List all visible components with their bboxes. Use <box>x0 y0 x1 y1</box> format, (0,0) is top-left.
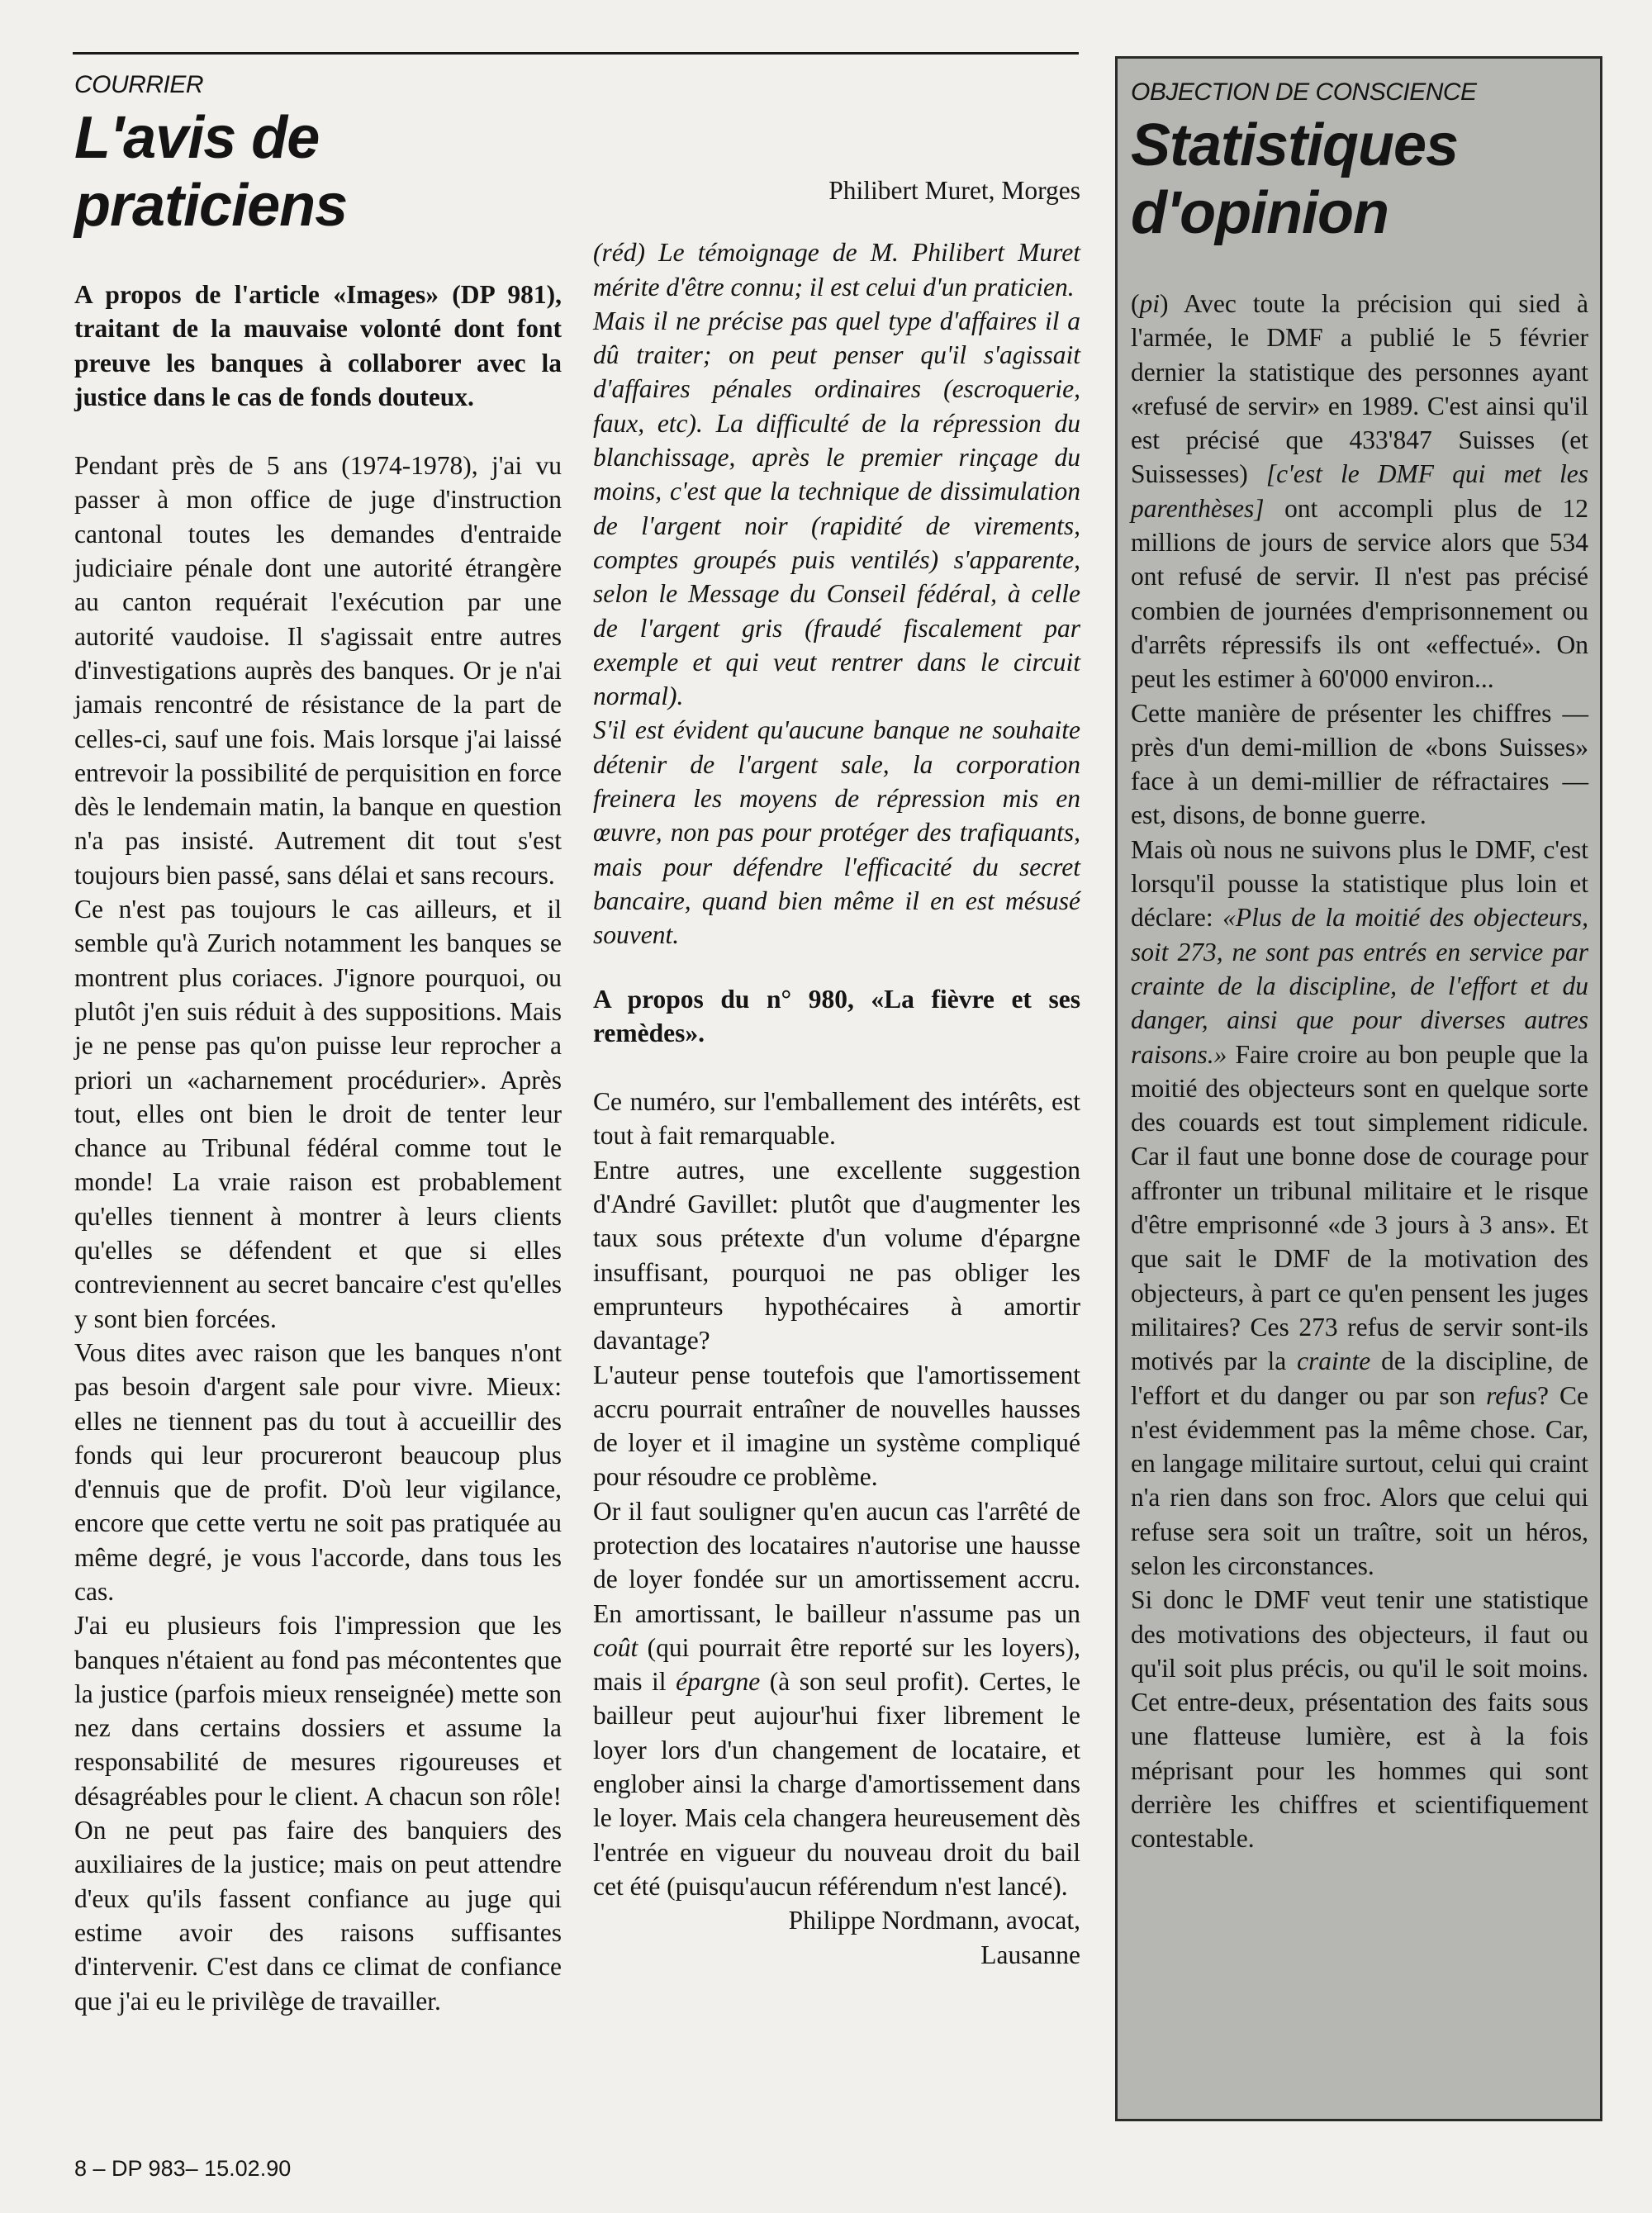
text-run: ( <box>1131 289 1140 318</box>
text-run: épargne <box>676 1667 761 1697</box>
courrier-kicker: COURRIER <box>74 71 204 98</box>
text-run: Or il faut souligner qu'en aucun cas l'arrêté de protection des locataires n'autorise une hausse de loyer fondée sur un amortissement accru. En amortissant, le bailleur n'assume pas un <box>593 1496 1080 1628</box>
text-run: de la discipline, de l'effort et du danger ou par son <box>1131 1346 1588 1410</box>
objection-box <box>1115 56 1602 2121</box>
text-run: refus <box>1486 1380 1538 1410</box>
courrier-column-2-top <box>593 81 1080 1972</box>
objection-kicker: OBJECTION DE CONSCIENCE <box>1131 78 1477 106</box>
top-rule <box>73 52 1079 55</box>
editor-note: Mais il ne précise pas quel type d'affaires il a dû traiter; on peut penser qu'il s'agissait d'affaires pénales ordinaires (escroquerie, faux, etc). La difficulté de la répression du blanchissage, après le premier rinçage du moins, c'est que la technique de dissimulation de l'argent noir (rapidité de virements, comptes groupés puis ventilés) s'apparente, selon le Message du Conseil fédéral, à celle de l'argent gris (fraudé fiscalement par exemple et qui veut rentrer dans le circuit normal). <box>593 306 1080 711</box>
objection-paragraph: Si donc le DMF veut tenir une statistique des motivations des objecteurs, il faut ou qu'il soit plus précis, ou qu'il le soit moins. Cet entre-deux, présentation des faits sous une flatteuse lumière, est à la fois méprisant pour les hommes qui sont derrière les chiffres et scientifiquement contestable. <box>1131 1585 1588 1854</box>
text-run: Mais où nous ne suivons plus le DMF, c'est lorsqu'il pousse la statistique plus loin et déclare: <box>1131 834 1588 933</box>
text-run: [c'est le DMF qui met les parenthèses] <box>1131 459 1589 523</box>
courrier-paragraph: Pendant près de 5 ans (1974-1978), j'ai vu passer à mon office de juge d'instruction cantonal toutes les demandes d'entraide judiciaire pénale dont une autorité étrangère au canton requérait l'exécution par une autorité vaudoise. Il s'agissait entre autres d'investigations auprès des banques. Or je n'ai jamais rencontré de résistance de la part de celles-ci, sauf une fois. Mais lorsque j'ai laissé entrevoir la possibilité de perquisition en force dès le lendemain matin, la banque en question n'a pas insisté. Autrement dit tout s'est toujours bien passé, sans délai et sans recours. <box>74 451 562 890</box>
second-letter-paragraph <box>593 1494 1080 1904</box>
editor-note: (réd) Le témoignage de M. Philibert Muret mérite d'être connu; il est celui d'un praticien. <box>593 238 1080 302</box>
objection-paragraph <box>1131 287 1588 696</box>
second-letter-intro: A propos du n° 980, «La fièvre et ses remèdes». <box>593 984 1080 1047</box>
editor-note: S'il est évident qu'aucune banque ne souhaite détenir de l'argent sale, la corporation freinera les moyens de répression mis en œuvre, non pas pour protéger des trafiquants, mais pour défendre l'efficacité du secret bancaire, quand bien même il en est mésusé souvent. <box>593 715 1080 950</box>
courrier-signature: Philibert Muret, Morges <box>828 176 1080 205</box>
text-run: Faire croire au bon peuple que la moitié des objecteurs sont en quelque sorte des couards est tout simplement ridicule. Car il faut une bonne dose de courage pour affronter un tribunal militaire et le risque d'être emprisonné «de 3 jours à 3 ans». Et que sait le DMF de la motivation des objecteurs, à part ce qu'en pensent les juges militaires? Ces 273 refus de servir sont-ils motivés par la <box>1131 1039 1588 1376</box>
courrier-headline: L'avis de praticiens <box>74 105 348 239</box>
second-letter-paragraph: Ce numéro, sur l'emballement des intérêts, est tout à fait remarquable. <box>593 1087 1080 1151</box>
text-run: (qui pourrait être reporté sur les loyers), mais il <box>593 1632 1080 1697</box>
text-run: ) Avec toute la précision qui sied à l'armée, le DMF a publié le 5 février dernier la statistique des personnes ayant «refusé de servir» en 1989. C'est ainsi qu'il est précisé que 433'847 Suisses (et Suissesses) <box>1131 289 1588 489</box>
text-run: crainte <box>1297 1346 1371 1376</box>
text-run: (à son seul profit). Certes, le bailleur peut aujour'hui fixer librement le loyer lors d'un changement de locataire, et englober ainsi la charge d'amortissement dans le loyer. Mais cela changera heureusement dès l'entrée en vigueur du nouveau droit du bail cet été (puisqu'aucun référendum n'est lancé). <box>593 1667 1081 1901</box>
text-run: ? Ce n'est évidemment pas la même chose. Car, en langage militaire surtout, celui qui craint n'a rien dans son froc. Alors que celui qui refuse sera soit un traître, soit un héros, selon les circonstances. <box>1131 1380 1588 1580</box>
objection-headline: Statistiques d'opinion <box>1131 112 1459 246</box>
objection-paragraph: Cette manière de présenter les chiffres — près d'un demi-million de «bons Suisses» face à un demi-millier de réfractaires — est, disons, de bonne guerre. <box>1131 698 1588 830</box>
page-footer: 8 – DP 983– 15.02.90 <box>74 2156 292 2181</box>
courrier-paragraph: J'ai eu plusieurs fois l'impression que les banques n'étaient au fond pas mécontentes que la justice (parfois mieux renseignée) mette son nez dans certains dossiers et assume la responsabilité de mesures rigoureuses et désagréables pour le client. A chacun son rôle! On ne peut pas faire des banquiers des auxiliaires de la justice; mais on peut attendre d'eux qu'ils fassent confiance au juge qui estime avoir des raisons suffisantes d'intervenir. C'est dans ce climat de confiance que j'ai eu le privilège de travailler. <box>74 1611 562 2016</box>
courrier-paragraph: Ce n'est pas toujours le cas ailleurs, et il semble qu'à Zurich notamment les banques se montrent plus coriaces. J'ignore pourquoi, ou plutôt j'en suis réduit à des suppositions. Mais je ne pense pas qu'on puisse leur reprocher a priori un «acharnement procédurier». Après tout, elles ont bien le droit de tenter leur chance au Tribunal fédéral comme tout le monde! La vraie raison est probablement qu'elles tiennent à montrer à leurs clients qu'elles se défendent et que si elles contreviennent au secret bancaire c'est qu'elles y sont bien forcées. <box>74 895 562 1333</box>
text-run: pi <box>1139 289 1161 318</box>
courrier-intro: A propos de l'article «Images» (DP 981), traitant de la mauvaise volonté dont font preuve les banques à collaborer avec la justice dans le cas de fonds douteux. <box>74 280 562 411</box>
second-letter-signature-city: Lausanne <box>980 1940 1080 1969</box>
second-letter-signature: Philippe Nordmann, avocat, <box>788 1906 1080 1935</box>
second-letter-paragraph: Entre autres, une excellente suggestion d'André Gavillet: plutôt que d'augmenter les taux sous prétexte d'un volume d'épargne insuffisant, pourquoi ne pas obliger les emprunteurs hypothécaires à amortir davantage? <box>593 1155 1080 1356</box>
courrier-paragraph: Vous dites avec raison que les banques n'ont pas besoin d'argent sale pour vivre. Mieux: elles ne tiennent pas du tout à accueillir des fonds qui leur procureront beaucoup plus d'ennuis que de profit. D'où leur vigilance, encore que cette vertu ne soit pas pratiquée au même degré, je vous l'accorde, dans tous les cas. <box>74 1337 562 1606</box>
text-run: «Plus de la moitié des objecteurs, soit 273, ne sont pas entrés en service par crainte de la discipline, de l'effort et du danger, ainsi que pour diverses autres raisons.» <box>1131 903 1588 1069</box>
text-run: coût <box>593 1632 638 1662</box>
courrier-column-1 <box>74 71 562 2018</box>
objection-paragraph <box>1131 833 1588 1584</box>
second-letter-paragraph: L'auteur pense toutefois que l'amortissement accru pourrait entraîner de nouvelles hausses de loyer et il imagine un système compliqué pour résoudre ce problème. <box>593 1360 1080 1492</box>
text-run: ont accompli plus de 12 millions de jours de service alors que 534 ont refusé de servir. Il n'est pas précisé combien de journées d'emprisonnement ou d'arrêts répressifs ils ont «effectué». On peut les estimer à 60'000 environ... <box>1131 493 1588 694</box>
